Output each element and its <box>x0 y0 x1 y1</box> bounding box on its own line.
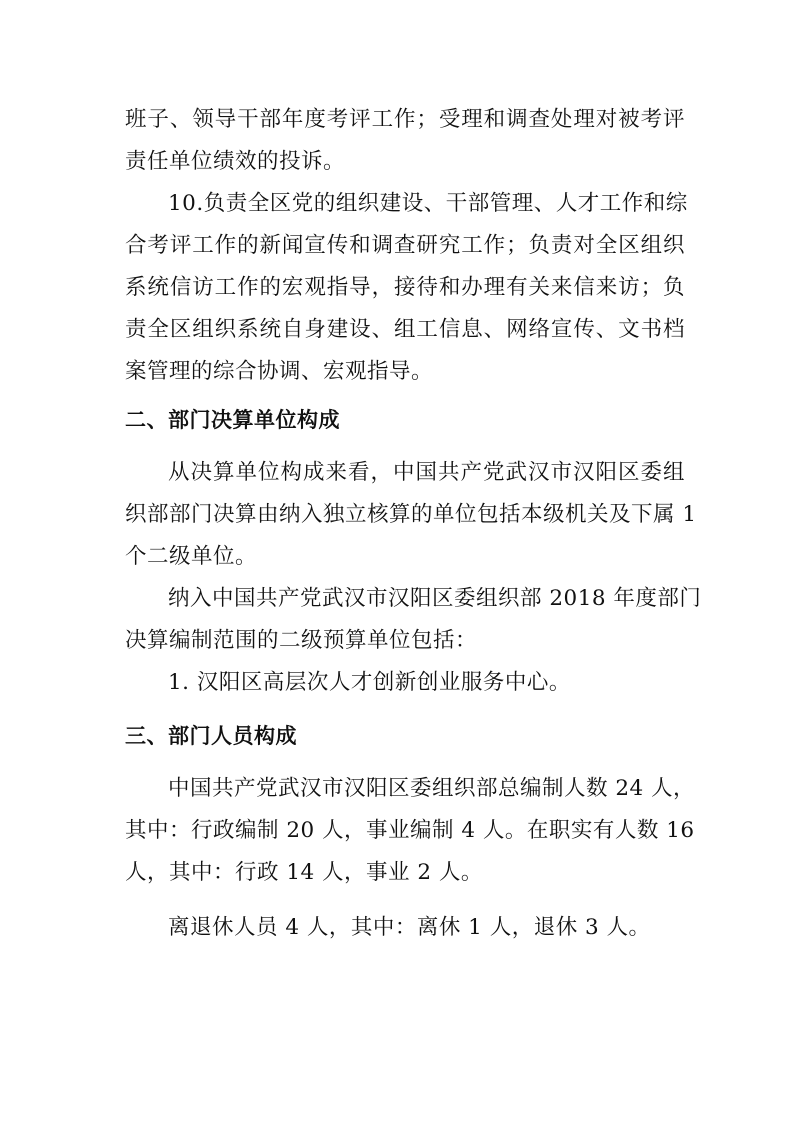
body-text-line: 从决算单位构成来看，中国共产党武汉市汉阳区委组 <box>168 460 685 485</box>
body-text-line: 决算编制范围的二级预算单位包括： <box>125 628 478 653</box>
body-text-line: 班子、领导干部年度考评工作；受理和调查处理对被考评 <box>125 107 685 132</box>
body-text-line: 中国共产党武汉市汉阳区委组织部总编制人数 24 人， <box>168 776 696 801</box>
body-text-line: 纳入中国共产党武汉市汉阳区委组织部 2018 年度部门 <box>168 586 702 611</box>
body-text-line: 案管理的综合协调、宏观指导。 <box>125 359 434 384</box>
body-text-line: 合考评工作的新闻宣传和调查研究工作；负责对全区组织 <box>125 233 685 258</box>
list-item: 1. 汉阳区高层次人才创新创业服务中心。 <box>168 670 571 695</box>
body-text-line: 系统信访工作的宏观指导，接待和办理有关来信来访；负 <box>125 275 685 300</box>
body-text-line: 其中：行政编制 20 人，事业编制 4 人。在职实有人数 16 <box>125 818 695 843</box>
body-text-line: 人，其中：行政 14 人，事业 2 人。 <box>125 860 483 885</box>
section-heading: 二、部门决算单位构成 <box>125 408 340 432</box>
body-text-line: 责全区组织系统自身建设、组工信息、网络宣传、文书档 <box>125 317 685 342</box>
section-heading: 三、部门人员构成 <box>125 724 297 748</box>
body-text-line: 10.负责全区党的组织建设、干部管理、人才工作和综 <box>168 191 688 216</box>
body-text-line: 责任单位绩效的投诉。 <box>125 149 346 174</box>
body-text-line: 离退休人员 4 人，其中：离休 1 人，退休 3 人。 <box>168 915 651 940</box>
body-text-line: 织部部门决算由纳入独立核算的单位包括本级机关及下属 1 <box>125 502 697 527</box>
body-text-line: 个二级单位。 <box>125 544 258 569</box>
